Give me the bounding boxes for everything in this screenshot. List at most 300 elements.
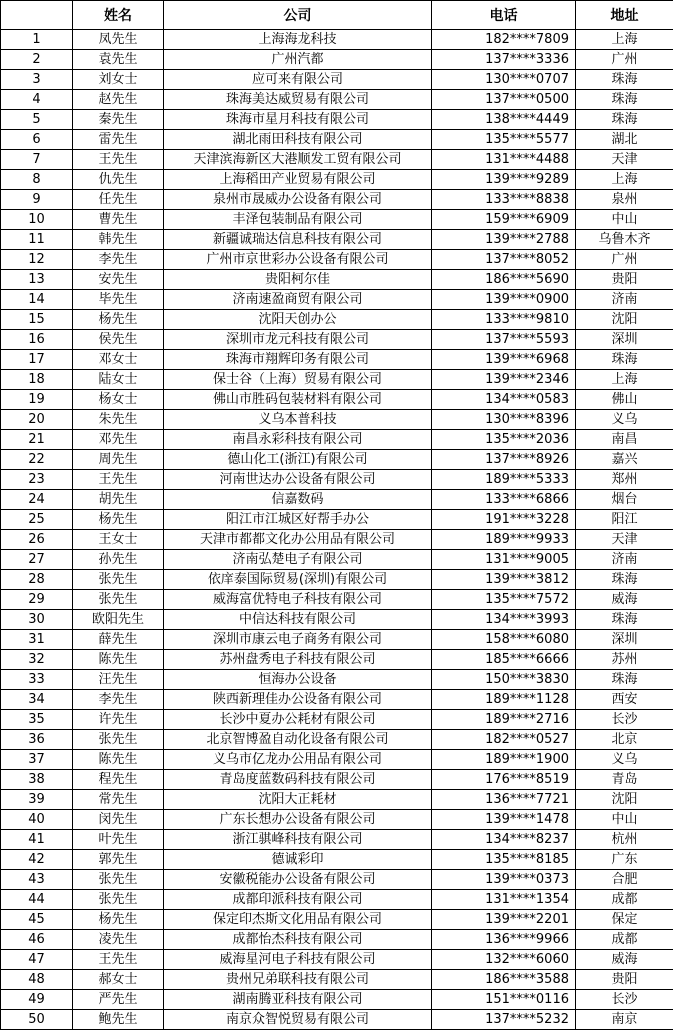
- phone-number: 150****3830: [432, 670, 576, 690]
- company-name: 威海富优特电子科技有限公司: [164, 590, 432, 610]
- phone-number: 158****6080: [432, 630, 576, 650]
- table-row: [1, 590, 673, 610]
- contact-name: 凤先生: [73, 30, 164, 50]
- row-index: 36: [1, 730, 73, 750]
- contact-name: 薛先生: [73, 630, 164, 650]
- contact-name: 郭先生: [73, 850, 164, 870]
- address-city: 上海: [576, 30, 673, 50]
- row-index: 41: [1, 830, 73, 850]
- row-index: 23: [1, 470, 73, 490]
- company-name: 恒海办公设备: [164, 670, 432, 690]
- phone-number: 139****6968: [432, 350, 576, 370]
- table-row: [1, 970, 673, 990]
- row-index: 12: [1, 250, 73, 270]
- address-city: 济南: [576, 550, 673, 570]
- row-index: 20: [1, 410, 73, 430]
- company-name: 南昌永彩科技有限公司: [164, 430, 432, 450]
- contact-name: 任先生: [73, 190, 164, 210]
- company-name: 成都印派科技有限公司: [164, 890, 432, 910]
- contact-name: 严先生: [73, 990, 164, 1010]
- phone-number: 130****0707: [432, 70, 576, 90]
- contact-name: 刘女士: [73, 70, 164, 90]
- row-index: 24: [1, 490, 73, 510]
- contact-name: 闵先生: [73, 810, 164, 830]
- contact-name: 王先生: [73, 150, 164, 170]
- contact-name: 王先生: [73, 470, 164, 490]
- phone-number: 134****3993: [432, 610, 576, 630]
- row-index: 46: [1, 930, 73, 950]
- address-city: 青岛: [576, 770, 673, 790]
- address-city: 南京: [576, 1010, 673, 1030]
- company-name: 天津滨海新区大港顺发工贸有限公司: [164, 150, 432, 170]
- row-index: 43: [1, 870, 73, 890]
- address-city: 贵阳: [576, 970, 673, 990]
- table-row: [1, 950, 673, 970]
- table-row: [1, 190, 673, 210]
- contact-name: 邓先生: [73, 430, 164, 450]
- address-city: 杭州: [576, 830, 673, 850]
- address-city: 湖北: [576, 130, 673, 150]
- table-row: [1, 390, 673, 410]
- company-name: 长沙中夏办公耗材有限公司: [164, 710, 432, 730]
- contact-name: 李先生: [73, 690, 164, 710]
- table-row: [1, 730, 673, 750]
- row-index: 15: [1, 310, 73, 330]
- table-row: [1, 330, 673, 350]
- row-index: 33: [1, 670, 73, 690]
- contact-name: 秦先生: [73, 110, 164, 130]
- table-row: [1, 750, 673, 770]
- address-city: 成都: [576, 930, 673, 950]
- company-name: 中信达科技有限公司: [164, 610, 432, 630]
- row-index: 49: [1, 990, 73, 1010]
- company-name: 浙江骐峰科技有限公司: [164, 830, 432, 850]
- company-name: 沈阳天创办公: [164, 310, 432, 330]
- company-name: 应可来有限公司: [164, 70, 432, 90]
- company-name: 上海海龙科技: [164, 30, 432, 50]
- contact-name: 邓女士: [73, 350, 164, 370]
- company-name: 保定印杰斯文化用品有限公司: [164, 910, 432, 930]
- address-city: 嘉兴: [576, 450, 673, 470]
- phone-number: 139****9289: [432, 170, 576, 190]
- contact-name: 孙先生: [73, 550, 164, 570]
- row-index: 11: [1, 230, 73, 250]
- contact-name: 杨先生: [73, 310, 164, 330]
- row-index: 9: [1, 190, 73, 210]
- company-name: 珠海市翔辉印务有限公司: [164, 350, 432, 370]
- contact-name: 鲍先生: [73, 1010, 164, 1030]
- phone-number: 131****4488: [432, 150, 576, 170]
- row-index: 6: [1, 130, 73, 150]
- contact-name: 汪先生: [73, 670, 164, 690]
- phone-number: 136****9966: [432, 930, 576, 950]
- row-index: 50: [1, 1010, 73, 1030]
- contact-name: 杨先生: [73, 510, 164, 530]
- header-phone: 电话: [432, 1, 576, 30]
- company-name: 深圳市康云电子商务有限公司: [164, 630, 432, 650]
- address-city: 济南: [576, 290, 673, 310]
- address-city: 天津: [576, 150, 673, 170]
- phone-number: 133****6866: [432, 490, 576, 510]
- table-row: [1, 450, 673, 470]
- contact-name: 张先生: [73, 870, 164, 890]
- table-row: [1, 610, 673, 630]
- phone-number: 138****4449: [432, 110, 576, 130]
- contact-name: 张先生: [73, 730, 164, 750]
- address-city: 苏州: [576, 650, 673, 670]
- row-index: 40: [1, 810, 73, 830]
- table-row: [1, 270, 673, 290]
- row-index: 2: [1, 50, 73, 70]
- table-row: [1, 1010, 673, 1030]
- table-row: [1, 650, 673, 670]
- phone-number: 139****1478: [432, 810, 576, 830]
- company-name: 天津市都都文化办公用品有限公司: [164, 530, 432, 550]
- company-name: 珠海美达威贸易有限公司: [164, 90, 432, 110]
- contact-name: 雷先生: [73, 130, 164, 150]
- address-city: 珠海: [576, 350, 673, 370]
- company-name: 上海稻田产业贸易有限公司: [164, 170, 432, 190]
- phone-number: 139****3812: [432, 570, 576, 590]
- company-name: 依庠泰国际贸易(深圳)有限公司: [164, 570, 432, 590]
- contact-name: 程先生: [73, 770, 164, 790]
- row-index: 19: [1, 390, 73, 410]
- phone-number: 186****3588: [432, 970, 576, 990]
- phone-number: 135****8185: [432, 850, 576, 870]
- address-city: 沈阳: [576, 790, 673, 810]
- address-city: 义乌: [576, 410, 673, 430]
- contact-name: 侯先生: [73, 330, 164, 350]
- contact-name: 李先生: [73, 250, 164, 270]
- address-city: 深圳: [576, 330, 673, 350]
- row-index: 29: [1, 590, 73, 610]
- row-index: 16: [1, 330, 73, 350]
- phone-number: 130****8396: [432, 410, 576, 430]
- address-city: 中山: [576, 210, 673, 230]
- address-city: 威海: [576, 590, 673, 610]
- table-row: [1, 790, 673, 810]
- table-row: [1, 150, 673, 170]
- header-index: [1, 1, 73, 30]
- address-city: 上海: [576, 170, 673, 190]
- address-city: 广州: [576, 250, 673, 270]
- table-row: [1, 290, 673, 310]
- phone-number: 189****1900: [432, 750, 576, 770]
- row-index: 39: [1, 790, 73, 810]
- company-name: 济南弘楚电子有限公司: [164, 550, 432, 570]
- company-name: 威海星河电子科技有限公司: [164, 950, 432, 970]
- table-row: [1, 70, 673, 90]
- company-name: 丰泽包装制品有限公司: [164, 210, 432, 230]
- phone-number: 134****8237: [432, 830, 576, 850]
- phone-number: 186****5690: [432, 270, 576, 290]
- company-name: 阳江市江城区好帮手办公: [164, 510, 432, 530]
- address-city: 保定: [576, 910, 673, 930]
- address-city: 阳江: [576, 510, 673, 530]
- table-row: [1, 30, 673, 50]
- row-index: 22: [1, 450, 73, 470]
- table-row: [1, 170, 673, 190]
- row-index: 17: [1, 350, 73, 370]
- company-name: 沈阳大正耗材: [164, 790, 432, 810]
- phone-number: 131****9005: [432, 550, 576, 570]
- table-row: [1, 310, 673, 330]
- phone-number: 132****6060: [432, 950, 576, 970]
- phone-number: 189****9933: [432, 530, 576, 550]
- row-index: 5: [1, 110, 73, 130]
- company-name: 湖北雨田科技有限公司: [164, 130, 432, 150]
- company-name: 珠海市星月科技有限公司: [164, 110, 432, 130]
- contact-name: 常先生: [73, 790, 164, 810]
- contact-name: 安先生: [73, 270, 164, 290]
- phone-number: 137****8052: [432, 250, 576, 270]
- company-name: 泉州市晟威办公设备有限公司: [164, 190, 432, 210]
- row-index: 13: [1, 270, 73, 290]
- phone-number: 189****1128: [432, 690, 576, 710]
- address-city: 上海: [576, 370, 673, 390]
- table-row: [1, 410, 673, 430]
- address-city: 广东: [576, 850, 673, 870]
- address-city: 长沙: [576, 710, 673, 730]
- table-row: [1, 930, 673, 950]
- contact-name: 张先生: [73, 570, 164, 590]
- contact-name: 张先生: [73, 590, 164, 610]
- company-name: 广州市京世彩办公设备有限公司: [164, 250, 432, 270]
- table-row: [1, 130, 673, 150]
- phone-number: 135****5577: [432, 130, 576, 150]
- address-city: 乌鲁木齐: [576, 230, 673, 250]
- company-name: 佛山市胜码包装材料有限公司: [164, 390, 432, 410]
- table-row: [1, 690, 673, 710]
- row-index: 1: [1, 30, 73, 50]
- company-name: 北京智博盈自动化设备有限公司: [164, 730, 432, 750]
- company-name: 河南世达办公设备有限公司: [164, 470, 432, 490]
- address-city: 郑州: [576, 470, 673, 490]
- address-city: 珠海: [576, 610, 673, 630]
- address-city: 义乌: [576, 750, 673, 770]
- company-name: 德诚彩印: [164, 850, 432, 870]
- phone-number: 139****0373: [432, 870, 576, 890]
- phone-number: 139****2346: [432, 370, 576, 390]
- phone-number: 137****5232: [432, 1010, 576, 1030]
- table-row: [1, 890, 673, 910]
- row-index: 10: [1, 210, 73, 230]
- row-index: 8: [1, 170, 73, 190]
- company-name: 陕西新理佳办公设备有限公司: [164, 690, 432, 710]
- table-body: [1, 30, 673, 1030]
- company-name: 义乌市亿龙办公用品有限公司: [164, 750, 432, 770]
- row-index: 27: [1, 550, 73, 570]
- contact-name: 袁先生: [73, 50, 164, 70]
- phone-number: 139****0900: [432, 290, 576, 310]
- row-index: 45: [1, 910, 73, 930]
- row-index: 28: [1, 570, 73, 590]
- contact-name: 曹先生: [73, 210, 164, 230]
- company-name: 信嘉数码: [164, 490, 432, 510]
- address-city: 西安: [576, 690, 673, 710]
- row-index: 31: [1, 630, 73, 650]
- address-city: 南昌: [576, 430, 673, 450]
- phone-number: 136****7721: [432, 790, 576, 810]
- contact-name: 陆女士: [73, 370, 164, 390]
- address-city: 佛山: [576, 390, 673, 410]
- row-index: 26: [1, 530, 73, 550]
- phone-number: 151****0116: [432, 990, 576, 1010]
- company-name: 广东长想办公设备有限公司: [164, 810, 432, 830]
- row-index: 7: [1, 150, 73, 170]
- contact-name: 张先生: [73, 890, 164, 910]
- table-row: [1, 910, 673, 930]
- table-row: [1, 250, 673, 270]
- row-index: 30: [1, 610, 73, 630]
- company-name: 深圳市龙元科技有限公司: [164, 330, 432, 350]
- phone-number: 137****3336: [432, 50, 576, 70]
- phone-number: 133****9810: [432, 310, 576, 330]
- contact-name: 凌先生: [73, 930, 164, 950]
- row-index: 37: [1, 750, 73, 770]
- phone-number: 189****2716: [432, 710, 576, 730]
- company-name: 苏州盘秀电子科技有限公司: [164, 650, 432, 670]
- address-city: 珠海: [576, 70, 673, 90]
- table-row: [1, 90, 673, 110]
- contact-name: 许先生: [73, 710, 164, 730]
- row-index: 4: [1, 90, 73, 110]
- table-row: [1, 510, 673, 530]
- table-row: [1, 830, 673, 850]
- table-row: [1, 230, 673, 250]
- row-index: 3: [1, 70, 73, 90]
- table-row: [1, 50, 673, 70]
- contact-name: 周先生: [73, 450, 164, 470]
- header-name: 姓名: [73, 1, 164, 30]
- phone-number: 135****2036: [432, 430, 576, 450]
- contact-name: 王先生: [73, 950, 164, 970]
- contact-name: 韩先生: [73, 230, 164, 250]
- phone-number: 131****1354: [432, 890, 576, 910]
- header-address: 地址: [576, 1, 673, 30]
- address-city: 北京: [576, 730, 673, 750]
- row-index: 18: [1, 370, 73, 390]
- address-city: 珠海: [576, 110, 673, 130]
- company-name: 保士谷（上海）贸易有限公司: [164, 370, 432, 390]
- row-index: 25: [1, 510, 73, 530]
- company-name: 广州汽都: [164, 50, 432, 70]
- header-company: 公司: [164, 1, 432, 30]
- company-name: 贵州兄弟联科技有限公司: [164, 970, 432, 990]
- phone-number: 137****5593: [432, 330, 576, 350]
- row-index: 48: [1, 970, 73, 990]
- contact-name: 杨女士: [73, 390, 164, 410]
- company-name: 南京众智悦贸易有限公司: [164, 1010, 432, 1030]
- contact-name: 毕先生: [73, 290, 164, 310]
- address-city: 长沙: [576, 990, 673, 1010]
- address-city: 广州: [576, 50, 673, 70]
- table-row: [1, 470, 673, 490]
- company-name: 青岛度蓝数码科技有限公司: [164, 770, 432, 790]
- header-row: [1, 1, 673, 30]
- phone-number: 159****6909: [432, 210, 576, 230]
- contact-name: 叶先生: [73, 830, 164, 850]
- address-city: 成都: [576, 890, 673, 910]
- contact-name: 朱先生: [73, 410, 164, 430]
- row-index: 47: [1, 950, 73, 970]
- company-name: 新疆诚瑞达信息科技有限公司: [164, 230, 432, 250]
- contact-name: 仇先生: [73, 170, 164, 190]
- company-name: 贵阳柯尔佳: [164, 270, 432, 290]
- address-city: 威海: [576, 950, 673, 970]
- contact-name: 杨先生: [73, 910, 164, 930]
- address-city: 合肥: [576, 870, 673, 890]
- phone-number: 134****0583: [432, 390, 576, 410]
- address-city: 天津: [576, 530, 673, 550]
- phone-number: 135****7572: [432, 590, 576, 610]
- phone-number: 139****2788: [432, 230, 576, 250]
- table-row: [1, 770, 673, 790]
- table-row: [1, 570, 673, 590]
- table-row: [1, 430, 673, 450]
- contact-name: 胡先生: [73, 490, 164, 510]
- table-row: [1, 210, 673, 230]
- phone-number: 182****0527: [432, 730, 576, 750]
- table-row: [1, 530, 673, 550]
- table-row: [1, 630, 673, 650]
- address-city: 深圳: [576, 630, 673, 650]
- contact-name: 陈先生: [73, 750, 164, 770]
- contact-name: 郝女士: [73, 970, 164, 990]
- table-row: [1, 850, 673, 870]
- company-name: 成都怡杰科技有限公司: [164, 930, 432, 950]
- address-city: 珠海: [576, 570, 673, 590]
- table-row: [1, 550, 673, 570]
- company-name: 济南速盈商贸有限公司: [164, 290, 432, 310]
- phone-number: 176****8519: [432, 770, 576, 790]
- company-name: 安徽税能办公设备有限公司: [164, 870, 432, 890]
- company-name: 义乌本普科技: [164, 410, 432, 430]
- row-index: 21: [1, 430, 73, 450]
- table-row: [1, 110, 673, 130]
- company-name: 德山化工(浙江)有限公司: [164, 450, 432, 470]
- table-row: [1, 370, 673, 390]
- row-index: 42: [1, 850, 73, 870]
- phone-number: 191****3228: [432, 510, 576, 530]
- table-row: [1, 490, 673, 510]
- row-index: 44: [1, 890, 73, 910]
- contact-name: 赵先生: [73, 90, 164, 110]
- row-index: 32: [1, 650, 73, 670]
- row-index: 38: [1, 770, 73, 790]
- table-row: [1, 350, 673, 370]
- table-row: [1, 870, 673, 890]
- contact-name: 欧阳先生: [73, 610, 164, 630]
- phone-number: 133****8838: [432, 190, 576, 210]
- address-city: 珠海: [576, 670, 673, 690]
- row-index: 14: [1, 290, 73, 310]
- row-index: 34: [1, 690, 73, 710]
- address-city: 泉州: [576, 190, 673, 210]
- phone-number: 137****8926: [432, 450, 576, 470]
- table-row: [1, 710, 673, 730]
- contact-name: 王女士: [73, 530, 164, 550]
- row-index: 35: [1, 710, 73, 730]
- address-city: 贵阳: [576, 270, 673, 290]
- address-city: 中山: [576, 810, 673, 830]
- address-city: 沈阳: [576, 310, 673, 330]
- phone-number: 139****2201: [432, 910, 576, 930]
- table-row: [1, 810, 673, 830]
- address-city: 珠海: [576, 90, 673, 110]
- table-row: [1, 670, 673, 690]
- phone-number: 185****6666: [432, 650, 576, 670]
